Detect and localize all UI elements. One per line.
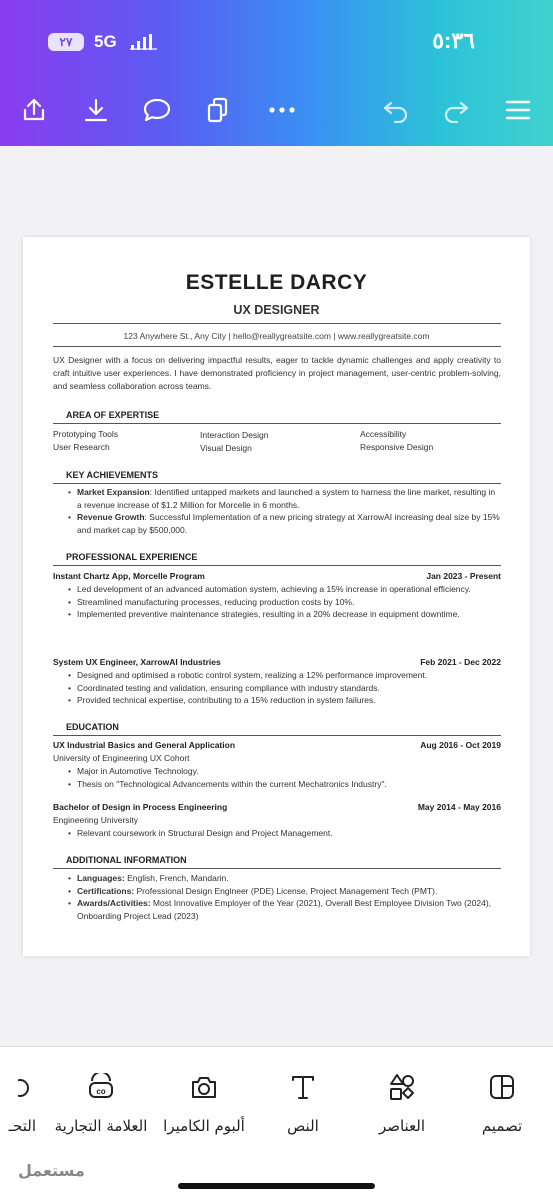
battery-indicator: ٢٧ xyxy=(48,33,84,51)
section-heading-achievements: KEY ACHIEVEMENTS xyxy=(66,470,159,480)
menu-icon[interactable] xyxy=(500,92,536,128)
share-icon[interactable] xyxy=(16,92,52,128)
job-dates: Jan 2023 - Present xyxy=(426,571,501,581)
list-item: • Provided technical expertise, contributing to a 15% reduction in system failures. xyxy=(68,694,500,707)
resume-page[interactable] xyxy=(23,237,530,956)
education-header xyxy=(53,740,501,750)
more-icon[interactable] xyxy=(264,92,300,128)
education-school: University of Engineering UX Cohort xyxy=(53,753,190,763)
design-icon xyxy=(452,1073,552,1101)
tool-design[interactable] xyxy=(452,1073,552,1135)
achievements-list xyxy=(68,486,500,536)
undo-icon[interactable] xyxy=(378,92,414,128)
list-item: • Implemented preventive maintenance strategies, resulting in a 20% decrease in equipment downtime. xyxy=(68,608,500,621)
list-item: • Thesis on "Technological Advancements within the current Mechatronics Industry". xyxy=(68,778,500,791)
tool-label: تصميم xyxy=(481,1117,523,1135)
education-dates: May 2014 - May 2016 xyxy=(417,802,501,812)
education-dates: Aug 2016 - Oct 2019 xyxy=(420,740,501,750)
section-heading-additional: ADDITIONAL INFORMATION xyxy=(66,855,187,865)
divider xyxy=(53,346,501,347)
signal-icon xyxy=(130,34,158,52)
tool-camera-roll[interactable] xyxy=(154,1073,254,1135)
job-title: Instant Chartz App, Morcelle Program xyxy=(53,571,205,581)
text-icon xyxy=(253,1073,353,1101)
list-item: • Streamlined manufacturing processes, reducing production costs by 10%. xyxy=(68,596,500,609)
tool-label: العناصر xyxy=(378,1117,426,1135)
network-type: 5G xyxy=(94,32,117,51)
tool-label: العلامة التجارية xyxy=(54,1117,148,1135)
copy-icon[interactable] xyxy=(200,92,236,128)
education-title: UX Industrial Basics and General Application xyxy=(53,740,236,750)
list-item: • Designed and optimised a robotic control system, realizing a 12% performance improvement. xyxy=(68,669,500,682)
section-heading-experience: PROFESSIONAL EXPERIENCE xyxy=(66,552,198,562)
resume-title: UX DESIGNER xyxy=(233,303,320,317)
brand-icon xyxy=(51,1073,151,1101)
expertise-item: User Research xyxy=(53,442,110,452)
tool-elements[interactable] xyxy=(352,1073,452,1135)
job-bullets xyxy=(68,583,500,621)
list-item: • Led development of an advanced automation system, achieving a 15% increase in operational efficiency. xyxy=(68,583,500,596)
section-heading-expertise: AREA OF EXPERTISE xyxy=(66,410,160,420)
top-bar xyxy=(0,0,553,146)
divider xyxy=(53,323,501,324)
expertise-item: Prototyping Tools xyxy=(53,429,119,439)
status-bar xyxy=(0,28,553,58)
tool-partial[interactable] xyxy=(0,1073,36,1135)
job-title: System UX Engineer, XarrowAI Industries xyxy=(53,657,221,667)
job-dates: Feb 2021 - Dec 2022 xyxy=(420,657,501,667)
additional-list xyxy=(68,872,500,922)
download-icon[interactable] xyxy=(78,92,114,128)
divider xyxy=(53,423,501,424)
tool-text[interactable] xyxy=(253,1073,353,1135)
editor-toolbar xyxy=(0,92,553,132)
education-header xyxy=(53,802,501,812)
clock: ٥:٣٦ xyxy=(432,28,475,53)
list-item: • Revenue Growth: Successful Implementation of a new pricing strategy at XarrowAI increasing deal size by 15% and market cap by $500,000. xyxy=(68,511,500,536)
job-header xyxy=(53,657,501,667)
list-item: • Coordinated testing and validation, ensuring compliance with industry standards. xyxy=(68,682,500,695)
list-item: • Certifications: Professional Design Engineer (PDE) License, Project Management Tech (PMT). xyxy=(68,885,500,898)
contact-line: 123 Anywhere St., Any City | hello@reallygreatsite.com | www.reallygreatsite.com xyxy=(123,331,430,341)
expertise-item: Responsive Design xyxy=(360,442,434,452)
partial-tool-icon xyxy=(0,1073,36,1101)
camera-icon xyxy=(154,1073,254,1101)
tool-label: النص xyxy=(287,1117,319,1135)
education-school: Engineering University xyxy=(53,815,139,825)
tool-label: التحـ xyxy=(8,1117,36,1135)
watermark: مستعمل xyxy=(18,1161,85,1180)
expertise-item: Interaction Design xyxy=(200,430,269,440)
education-title: Bachelor of Design in Process Engineering xyxy=(53,802,228,812)
expertise-item: Accessibility xyxy=(360,429,407,439)
job-header xyxy=(53,571,501,581)
divider xyxy=(53,735,501,736)
bottom-toolbar xyxy=(0,1046,553,1201)
tool-label: ألبوم الكاميرا xyxy=(163,1117,245,1135)
education-bullets xyxy=(68,827,500,840)
summary-text: UX Designer with a focus on delivering impactful results, eager to tackle dynamic challenges and apply creativity to craft intuitive user experiences. I have demonstrated proficiency in project management, user-centric problem-solving, and seamless collaboration across teams. xyxy=(53,355,501,391)
resume-name: ESTELLE DARCY xyxy=(185,271,368,294)
list-item: • Market Expansion: Identified untapped markets and launched a system to harness the line market, resulting in a revenue increase of $1.2 Million for Morcelle in 6 months. xyxy=(68,486,500,511)
job-bullets xyxy=(68,669,500,707)
divider xyxy=(53,868,501,869)
divider xyxy=(53,483,501,484)
divider xyxy=(53,565,501,566)
elements-icon xyxy=(352,1073,452,1101)
list-item: • Relevant coursework in Structural Design and Project Management. xyxy=(68,827,500,840)
list-item: • Major in Automotive Technology. xyxy=(68,765,500,778)
section-heading-education: EDUCATION xyxy=(66,722,119,732)
list-item: • Awards/Activities: Most Innovative Employer of the Year (2021), Overall Best Employee Division Two (2024), Onboarding Project Lead (2023) xyxy=(68,897,500,922)
education-bullets xyxy=(68,765,500,790)
svg-text:co: co xyxy=(96,1087,106,1096)
expertise-item: Visual Design xyxy=(200,443,252,453)
comment-icon[interactable] xyxy=(139,92,175,128)
home-indicator xyxy=(178,1183,375,1189)
list-item: • Languages: English, French, Mandarin. xyxy=(68,872,500,885)
tool-brand[interactable] xyxy=(51,1073,151,1135)
redo-icon[interactable] xyxy=(438,92,474,128)
